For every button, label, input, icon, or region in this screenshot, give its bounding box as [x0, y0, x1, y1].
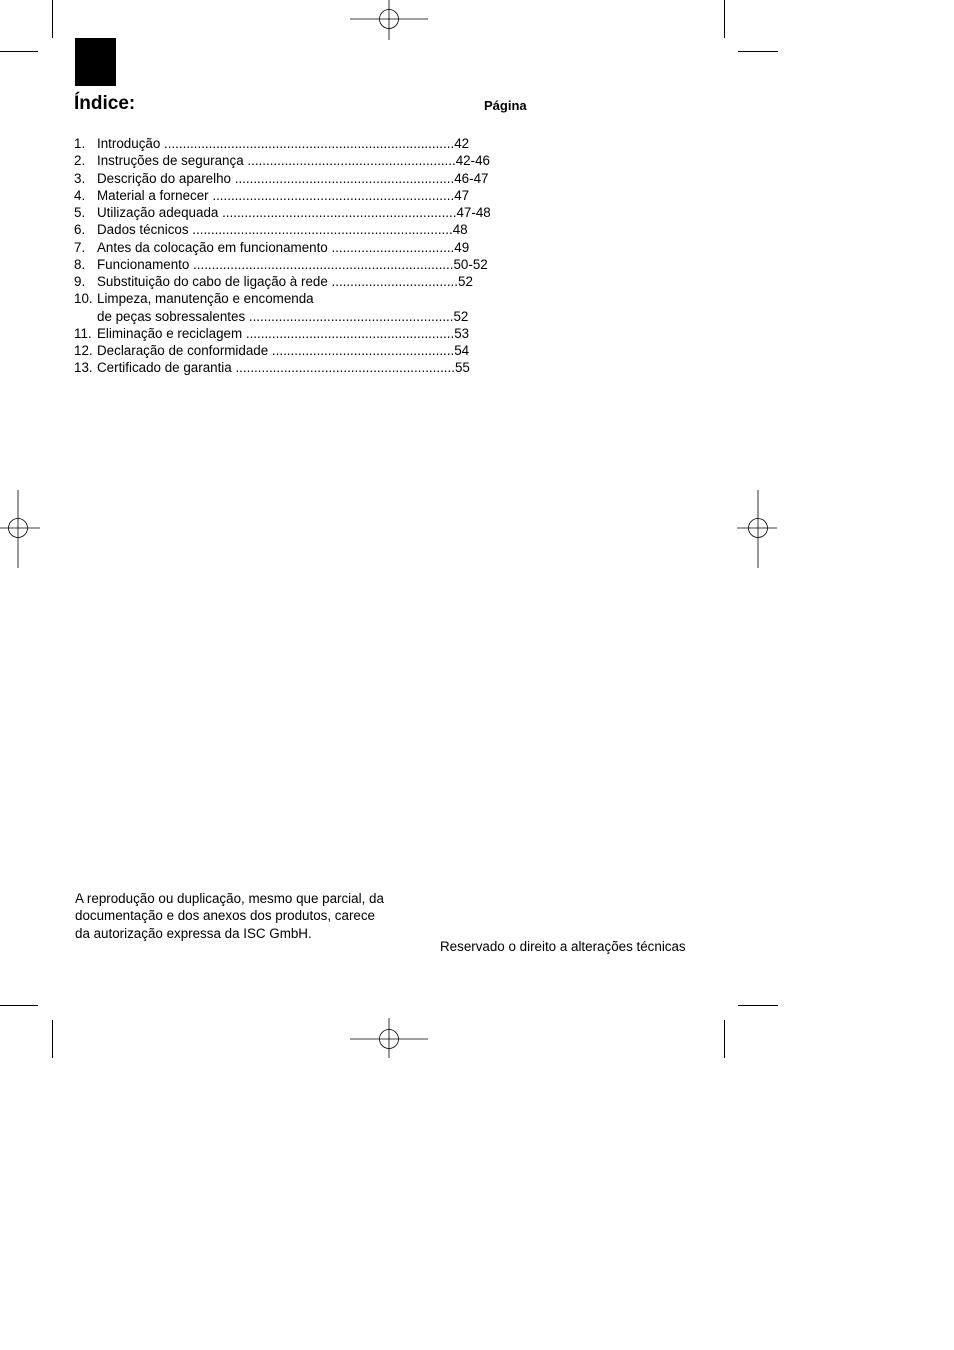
toc-entry-page: 47 [454, 187, 470, 203]
toc-entry-label: Instruções de segurança [97, 153, 244, 169]
registration-mark-right-icon [737, 490, 777, 568]
crop-mark-top-right-horizontal [738, 51, 778, 52]
toc-entry [74, 152, 534, 169]
crop-mark-bottom-left-horizontal [0, 1005, 38, 1006]
toc-entry-label: Antes da colocação em funcionamento [97, 239, 328, 255]
toc-entry-label: Certificado de garantia [97, 360, 232, 376]
registration-mark-bottom-icon [350, 1018, 428, 1058]
toc-entry-label: Substituição do cabo de ligação à rede [97, 274, 328, 289]
crop-mark-bottom-right-vertical [724, 1020, 725, 1058]
toc-entry-number: 12. [74, 343, 93, 358]
toc-entry-page: 50-52 [453, 256, 488, 272]
toc-entry [74, 308, 534, 325]
toc-entry-number: 7. [74, 239, 86, 255]
toc-entry-number: 8. [74, 256, 86, 272]
toc-entry-label: Dados técnicos [97, 222, 189, 238]
toc-entry [74, 187, 534, 204]
toc-entry-page: 42 [454, 136, 470, 151]
toc-entry [74, 170, 534, 187]
page-column-header: Página [484, 98, 527, 113]
toc-entry-page: 52 [458, 274, 473, 289]
toc-entry-leader: ...................................................................... [189, 256, 454, 272]
crop-mark-bottom-right-horizontal [738, 1005, 778, 1006]
toc-entry-leader: ...................................................................... [188, 222, 453, 238]
toc-entry-leader: .................................. [327, 274, 458, 289]
toc-entry [74, 342, 534, 359]
crop-mark-top-right-vertical [724, 0, 725, 38]
toc-entry-label: Utilização adequada [97, 205, 219, 220]
toc-entry-page: 52 [453, 308, 469, 324]
toc-entry-number: 13. [74, 360, 93, 376]
toc-entry-leader: ....................................................... [245, 308, 454, 324]
toc-entry-label: Declaração de conformidade [97, 343, 269, 358]
toc-entry-page: 53 [454, 325, 470, 341]
toc-entry [74, 290, 534, 307]
crop-mark-top-left-vertical [52, 0, 53, 38]
toc-entry-leader: ........................................................... [231, 360, 455, 376]
index-title: Índice: [74, 93, 136, 114]
toc-entry-leader: ........................................................ [242, 325, 455, 341]
toc-entry-leader: ................................. [327, 239, 455, 255]
toc-entry-page: 54 [454, 343, 470, 358]
toc-entry-leader: .............................................................................. [160, 136, 455, 151]
toc-entry [74, 359, 534, 376]
toc-entry-number: 3. [74, 170, 86, 186]
toc-entry-number: 1. [74, 136, 86, 151]
toc-entry [74, 273, 534, 290]
toc-entry-label: Descrição do aparelho [97, 170, 231, 186]
toc-entry-page: 46-47 [454, 170, 489, 186]
toc-entry-number: 2. [74, 153, 86, 169]
copyright-notice: A reprodução ou duplicação, mesmo que parcial, da documentação e dos anexos dos produtos, carece da autorização expressa da ISC GmbH. [75, 891, 384, 941]
toc-entry [74, 239, 534, 256]
registration-mark-top-icon [350, 0, 428, 40]
toc-entry-number: 5. [74, 205, 86, 220]
toc-entry-label: de peças sobressalentes [97, 308, 246, 324]
toc-entry-number: 11. [74, 325, 92, 341]
toc-entry-label: Introdução [97, 136, 161, 151]
toc-entry-leader: ........................................................ [243, 153, 456, 169]
toc-entry-number: 6. [74, 222, 86, 238]
toc-entry-page: 42-46 [455, 153, 490, 169]
crop-mark-bottom-left-vertical [52, 1020, 53, 1058]
toc-entry-number: 4. [74, 187, 86, 203]
toc-entry-leader: ................................................. [268, 343, 455, 358]
crop-mark-top-left-horizontal [0, 51, 38, 52]
toc-entry-page: 55 [454, 360, 470, 376]
toc-entry-number: 9. [74, 274, 86, 289]
toc-entry [74, 204, 534, 221]
toc-entry-leader: ................................................................. [208, 187, 455, 203]
technical-changes-notice: Reservado o direito a alterações técnicas [440, 939, 686, 954]
toc-entry-label: Material a fornecer [97, 187, 209, 203]
toc-entry-leader: ........................................................... [231, 170, 455, 186]
toc-entry [74, 135, 534, 152]
toc-entry-number [74, 308, 97, 325]
toc-entry [74, 256, 534, 273]
toc-entry-page: 48 [452, 222, 468, 238]
toc-entry-leader: ............................................................... [218, 205, 457, 220]
registration-mark-left-icon [0, 490, 40, 568]
table-of-contents [74, 135, 534, 377]
toc-entry [74, 325, 534, 342]
toc-entry-page: 47-48 [456, 205, 491, 220]
toc-entry-page: 49 [454, 239, 470, 255]
toc-entry-number: 10. [74, 291, 93, 307]
toc-entry-label: Funcionamento [97, 256, 190, 272]
language-tab-block [75, 38, 116, 86]
toc-entry-label: Limpeza, manutenção e encomenda [97, 291, 314, 307]
toc-entry-label: Eliminação e reciclagem [97, 325, 243, 341]
toc-entry [74, 221, 534, 238]
